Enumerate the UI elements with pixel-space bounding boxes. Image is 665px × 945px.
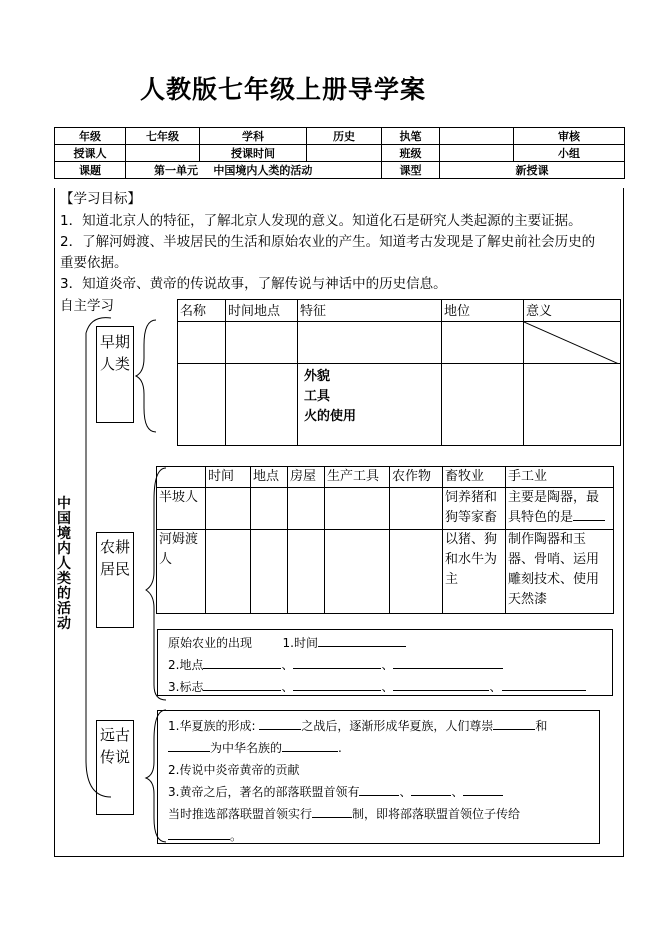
ancient-line-6 (168, 825, 589, 847)
origin-line-2 (168, 654, 602, 676)
cell[interactable] (206, 530, 251, 614)
side-label: 中国境内人类的活动 (57, 496, 71, 632)
blank-field[interactable] (502, 690, 586, 691)
author-label: 执笔 (382, 128, 440, 145)
class-time-value[interactable] (307, 145, 382, 162)
ancient-line-2 (168, 737, 589, 759)
header-table (54, 127, 625, 179)
col-time-place: 时间地点 (226, 300, 298, 322)
ancient-box (157, 710, 600, 844)
col-features: 特征 (298, 300, 442, 322)
cell[interactable] (226, 322, 298, 364)
col-crops: 农作物 (390, 467, 443, 488)
blank-field[interactable] (359, 795, 399, 796)
dot: . (338, 741, 342, 755)
farming-label: 农耕居民 (96, 532, 134, 628)
early-humans-label: 早期人类 (96, 326, 134, 423)
teacher-value[interactable] (126, 145, 200, 162)
ancient-line-5 (168, 803, 589, 825)
origin-mark-label: 3.标志 (168, 680, 204, 694)
sep: 、 (489, 680, 502, 694)
origin-place-label: 2.地点 (168, 658, 204, 672)
ancient-line-4 (168, 781, 589, 803)
origin-line-1 (168, 632, 602, 654)
col-place: 地点 (251, 467, 288, 488)
sep: 、 (381, 680, 394, 694)
early-humans-table (177, 299, 621, 446)
cell[interactable] (178, 364, 226, 446)
blank-field[interactable] (393, 690, 489, 691)
class-label: 班级 (382, 145, 440, 162)
ancient-legends-label: 远古传说 (96, 720, 134, 815)
ancient-line-3: 2.传说中炎帝黄帝的贡献 (168, 763, 300, 777)
huaxia-label: 1.华夏族的形成: (168, 719, 256, 733)
blank-field[interactable] (203, 668, 281, 669)
cell[interactable] (298, 322, 442, 364)
cell[interactable] (442, 322, 524, 364)
class-time-label: 授课时间 (200, 145, 307, 162)
objective-1: 1．知道北京人的特征，了解北京人发现的意义。知道化石是研究人类起源的主要证据。 (60, 213, 582, 229)
sep: 、 (281, 680, 294, 694)
col-status: 地位 (442, 300, 524, 322)
blank-field[interactable] (393, 668, 503, 669)
features-cell (298, 364, 442, 446)
period: 。 (230, 829, 243, 843)
col-craft: 手工业 (506, 467, 614, 488)
ancient-line-1 (168, 715, 589, 737)
subject-label: 学科 (200, 128, 307, 145)
origin-time-label: 1.时间 (282, 636, 318, 650)
page-title: 人教版七年级上册导学案 (140, 75, 427, 104)
hemudu-livestock: 以猪、狗和水牛为主 (443, 530, 506, 614)
blank-field[interactable] (203, 690, 281, 691)
farming-table (156, 466, 614, 614)
author-value[interactable] (440, 128, 514, 145)
blank-field[interactable] (282, 751, 338, 752)
blank-field[interactable] (463, 795, 503, 796)
hemudu-craft: 制作陶器和玉器、骨哨、运用雕刻技术、使用天然漆 (506, 530, 614, 614)
grade-value: 七年级 (126, 128, 200, 145)
diagonal-line (524, 322, 619, 364)
class-value[interactable] (440, 145, 514, 162)
feature-tools: 工具 (304, 389, 331, 404)
origin-heading: 原始农业的出现 (168, 636, 253, 650)
ancestor-text: 为中华名族的 (210, 741, 283, 755)
blank-field[interactable] (411, 795, 451, 796)
cell[interactable] (390, 530, 443, 614)
objective-2-cont: 重要依据。 (60, 255, 128, 271)
unit-name: 第一单元 (154, 164, 198, 177)
cell[interactable] (288, 488, 325, 530)
teacher-label: 授课人 (55, 145, 126, 162)
topic-label: 课题 (55, 162, 126, 179)
cell[interactable] (178, 322, 226, 364)
col-house: 房屋 (288, 467, 325, 488)
blank-field[interactable] (293, 690, 381, 691)
objectives-heading: 【学习目标】 (60, 191, 141, 207)
cell[interactable] (206, 488, 251, 530)
col-name: 名称 (178, 300, 226, 322)
hemudu-name: 河姆渡人 (157, 530, 206, 614)
cell[interactable] (442, 364, 524, 446)
feature-appearance: 外貌 (304, 369, 331, 384)
cell[interactable] (288, 530, 325, 614)
sep: 、 (451, 785, 464, 799)
huaxia-text: 之战后，逐渐形成华夏族，人们尊崇 (301, 719, 494, 733)
col-tools: 生产工具 (325, 467, 390, 488)
blank-field[interactable] (293, 668, 381, 669)
banpo-livestock: 饲养猪和狗等家畜 (443, 488, 506, 530)
cell[interactable] (325, 488, 390, 530)
objective-2: 2．了解河姆渡、半坡居民的生活和原始农业的产生。知道考古发现是了解史前社会历史的 (60, 234, 596, 250)
origin-box (157, 629, 613, 696)
banpo-name: 半坡人 (157, 488, 206, 530)
banpo-craft-text: 主要是陶器，最具特色的是 (508, 490, 600, 525)
cell[interactable] (524, 364, 621, 446)
grade-label: 年级 (55, 128, 126, 145)
group-label: 小组 (514, 145, 625, 162)
col-significance: 意义 (524, 300, 621, 322)
banpo-craft (506, 488, 614, 530)
cell[interactable] (251, 488, 288, 530)
cell[interactable] (251, 530, 288, 614)
cell[interactable] (325, 530, 390, 614)
sep: 、 (281, 658, 294, 672)
cell[interactable] (226, 364, 298, 446)
subject-value: 历史 (307, 128, 382, 145)
and-text: 和 (535, 719, 548, 733)
lesson-type-value: 新授课 (440, 162, 625, 179)
blank-field[interactable] (168, 839, 230, 840)
blank-field[interactable] (259, 729, 301, 730)
origin-line-3 (168, 676, 602, 698)
blank-field[interactable] (312, 817, 352, 818)
lesson-type-label: 课型 (382, 162, 440, 179)
election-text: 当时推选部落联盟首领实行 (168, 807, 313, 821)
col-time: 时间 (206, 467, 251, 488)
blank-field[interactable] (168, 751, 210, 752)
abdication-text: 制，即将部落联盟首领位子传给 (352, 807, 521, 821)
topic-value (126, 162, 382, 179)
lesson-name: 中国境内人类的活动 (213, 164, 313, 177)
cell[interactable] (390, 488, 443, 530)
blank-field[interactable] (318, 646, 406, 647)
leaders-text: 3.黄帝之后，著名的部落联盟首领有 (168, 785, 360, 799)
sep: 、 (399, 785, 412, 799)
sep: 、 (381, 658, 394, 672)
self-study-label: 自主学习 (60, 298, 114, 314)
diagonal-cell (524, 322, 621, 364)
col-empty (157, 467, 206, 488)
col-livestock: 畜牧业 (443, 467, 506, 488)
objective-3: 3．知道炎帝、黄帝的传说故事，了解传说与神话中的历史信息。 (60, 276, 447, 292)
blank-field[interactable] (573, 520, 605, 521)
reviewer-label: 审核 (514, 128, 625, 145)
feature-fire: 火的使用 (304, 409, 357, 424)
blank-field[interactable] (493, 729, 535, 730)
